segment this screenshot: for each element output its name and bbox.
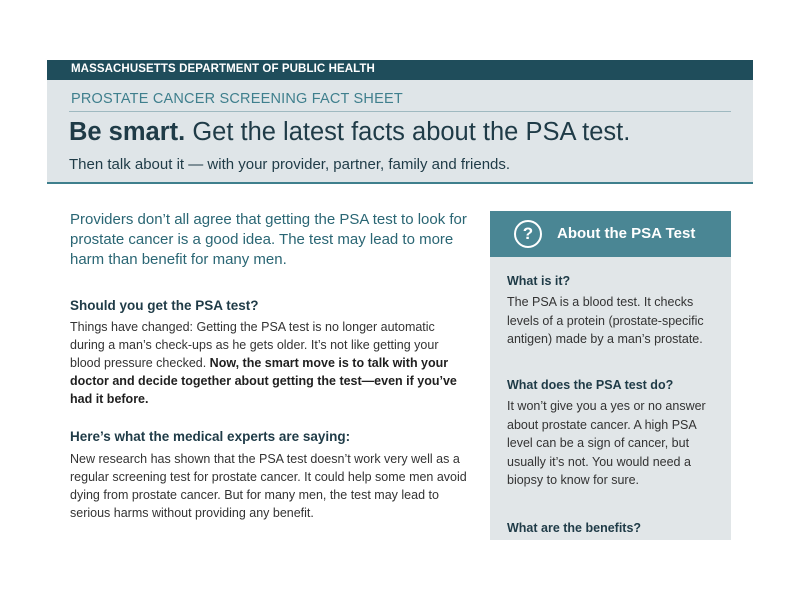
agency-name: MASSACHUSETTS DEPARTMENT OF PUBLIC HEALTH [71, 63, 375, 75]
tagline: Then talk about it — with your provider, partner, family and friends. [69, 156, 511, 173]
header-divider [47, 182, 753, 184]
section-heading-experts: Here’s what the medical experts are saying: [70, 429, 351, 444]
sidebar-answer-what-is-it: The PSA is a blood test. It checks levels of a protein (prostate-specific antigen) made by a man’s prostate. [507, 295, 704, 346]
section-body-should-you [70, 318, 470, 408]
sidebar-question-what-does-it-do: What does the PSA test do? [507, 378, 674, 392]
section-body-experts: New research has shown that the PSA test doesn’t work very well as a regular screening test for prostate cancer. It could help some men avoid dying from prostate cancer. But for many men, the test may lead to serious harms without providing any benefit. [70, 452, 467, 520]
subtitle-divider [69, 111, 731, 112]
sidebar-question-what-is-it: What is it? [507, 274, 571, 288]
agency-bar [47, 60, 753, 80]
headline-bold: Be smart. [69, 118, 186, 146]
sidebar-question-benefits: What are the benefits? [507, 521, 642, 535]
fact-sheet-title: PROSTATE CANCER SCREENING FACT SHEET [71, 91, 403, 107]
headline-rest: Get the latest facts about the PSA test. [185, 118, 631, 146]
sidebar-answer-what-does-it-do: It won’t give you a yes or no answer about prostate cancer. A high PSA level can be a sign of cancer, but usually it’s not. You would need a biopsy to know for sure. [507, 399, 706, 487]
sidebar-title: About the PSA Test [557, 225, 696, 242]
sidebar-header [490, 211, 731, 257]
intro-paragraph: Providers don’t all agree that getting the PSA test to look for prostate cancer is a good idea. The test may lead to more harm than benefit for many men. [70, 211, 467, 268]
about-psa-sidebar [490, 211, 731, 540]
section-body-text: Things have changed: Getting the PSA test is no longer automatic during a man’s check-ups as he gets older. It’s not like getting your blood pressure checked. [70, 320, 439, 370]
headline [69, 118, 630, 147]
section-body-emphasis: Now, the smart move is to talk with your doctor and decide together about getting the test—even if you’ve had it before. [70, 356, 457, 406]
section-heading-should-you: Should you get the PSA test? [70, 298, 259, 313]
question-circle-icon: ? [514, 220, 542, 248]
header-band [47, 80, 753, 182]
